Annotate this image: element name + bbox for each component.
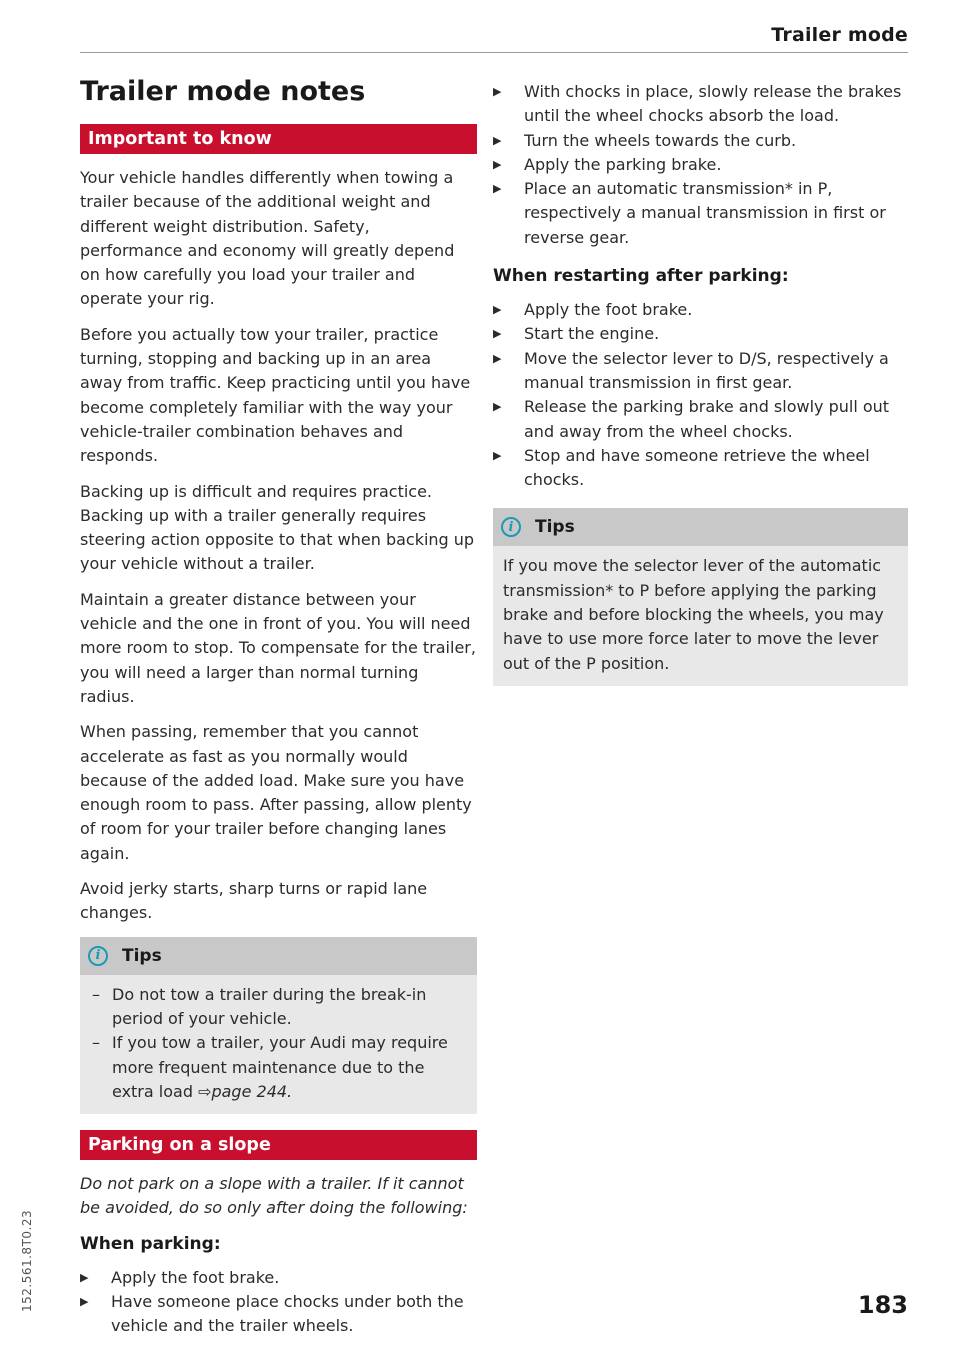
tips-label: Tips (122, 945, 162, 966)
right-column (493, 80, 908, 698)
triangle-right-icon: ▶ (493, 157, 502, 171)
list-item: ▶ Have someone place chocks under both the vehicle and the trailer wheels. (80, 1291, 464, 1336)
list-item: ▶ Apply the foot brake. (80, 1266, 477, 1290)
tips-header (493, 508, 908, 546)
list-item: ▶ Move the selector lever to D/S, respectively a manual transmission in first gear. (493, 348, 889, 392)
list-item: ▶ Stop and have someone retrieve the wheel chocks. (493, 445, 870, 490)
tips-label: Tips (535, 517, 575, 538)
list-item: ▶ Release the parking brake and slowly pull out and away from the wheel chocks. (493, 397, 890, 441)
tips-item: – If you tow a trailer, your Audi may require more frequent maintenance due to the extra load ⇨page 244. (92, 1033, 448, 1101)
when-parking-heading: When parking: (80, 1233, 221, 1254)
running-header: Trailer mode (771, 24, 908, 46)
triangle-right-icon: ▶ (493, 303, 502, 317)
triangle-right-icon: ▶ (493, 400, 502, 414)
paragraph: Backing up is difficult and requires practice. Backing up with a trailer generally requires steering action opposite to that when backing up your vehicle without a trailer. (80, 481, 475, 574)
tips-box (80, 937, 477, 1114)
list-item: ▶ Start the engine. (493, 322, 908, 346)
left-column (80, 72, 477, 1349)
triangle-right-icon: ▶ (493, 182, 502, 196)
document-code: 152.561.8T0.23 (20, 1209, 34, 1312)
restart-heading: When restarting after parking: (493, 266, 789, 287)
paragraph: Before you actually tow your trailer, practice turning, stopping and backing up in an area away from traffic. Keep practicing until you have become completely familiar with the way your vehicle-trailer combination behaves and responds. (80, 324, 471, 466)
header-rule (80, 52, 908, 53)
page-number: 183 (857, 1291, 908, 1319)
arrow-right-icon: ⇨ (198, 1081, 212, 1101)
triangle-right-icon: ▶ (493, 448, 502, 462)
info-circle-icon: i (88, 946, 108, 966)
triangle-right-icon: ▶ (493, 327, 502, 341)
paragraph: Maintain a greater distance between your vehicle and the one in front of you. You will need more room to stop. To compensate for the trailer, you will need a larger than normal turning radius. (80, 589, 476, 706)
paragraph: Avoid jerky starts, sharp turns or rapid lane changes. (80, 879, 428, 923)
triangle-right-icon: ▶ (493, 351, 502, 365)
section-heading-important: Important to know (80, 124, 477, 154)
list-item: ▶ Turn the wheels towards the curb. (493, 129, 908, 153)
tips-item: – Do not tow a trailer during the break-in period of your vehicle. (92, 984, 427, 1028)
tips-box (493, 508, 908, 685)
paragraph: When passing, remember that you cannot accelerate as fast as you normally would because of the added load. Make sure you have enough room to pass. After passing, allow plenty of room for your trailer before changing lanes again. (80, 722, 472, 863)
triangle-right-icon: ▶ (80, 1294, 89, 1308)
info-circle-icon: i (501, 517, 521, 537)
parking-intro: Do not park on a slope with a trailer. If it cannot be avoided, do so only after doing the following: (80, 1174, 468, 1218)
triangle-right-icon: ▶ (493, 133, 502, 147)
triangle-right-icon: ▶ (493, 85, 502, 98)
list-item: ▶ Apply the parking brake. (493, 153, 908, 177)
tips-header (80, 937, 477, 975)
list-item: ▶ Apply the foot brake. (493, 298, 908, 322)
page-reference-link[interactable]: page 244. (211, 1081, 293, 1101)
list-item: ▶ Place an automatic transmission* in P, respectively a manual transmission in first or reverse gear. (493, 179, 886, 247)
tips-text: If you move the selector lever of the automatic transmission* to P before applying the parking brake and before blocking the wheels, you may have to use more force later to move the lever out of the P position. (503, 556, 884, 673)
page-title: Trailer mode notes (80, 76, 366, 107)
section-heading-parking: Parking on a slope (80, 1130, 477, 1160)
triangle-right-icon: ▶ (80, 1270, 89, 1284)
paragraph: Your vehicle handles differently when towing a trailer because of the additional weight and different weight distribution. Safety, performance and economy will greatly depend on how carefully you load your trailer and operate your rig. (80, 168, 455, 309)
list-item: ▶ With chocks in place, slowly release the brakes until the wheel chocks absorb the load. (493, 82, 902, 126)
